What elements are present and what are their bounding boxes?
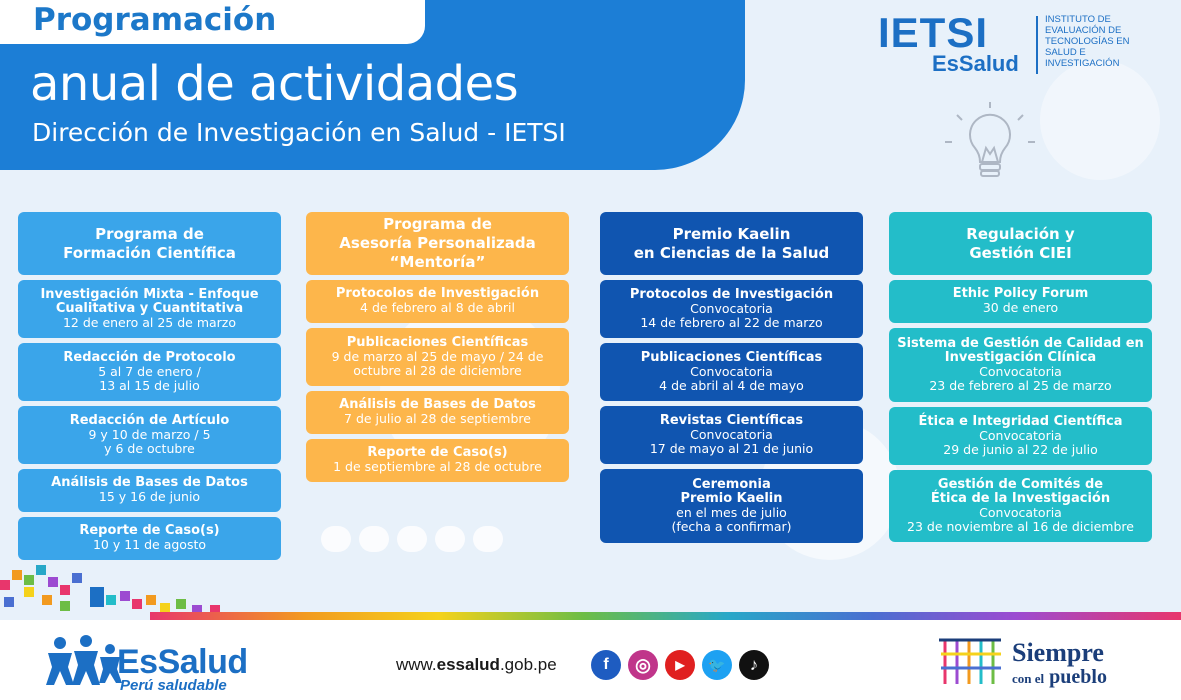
activity-subtitle: Convocatoria [979,363,1062,379]
pixel-pattern-decoration [0,555,260,620]
activity-dates: 23 de febrero al 25 de marzo [929,378,1112,393]
dot [435,526,465,552]
dot [359,526,389,552]
column-title-line: Asesoría Personalizada [339,234,536,252]
tiktok-icon[interactable]: ♪ [739,650,769,680]
column-title-line: Programa de [95,224,204,243]
activity-subtitle: en el mes de julio [676,504,787,520]
column-header [18,212,281,275]
activity-title: Reporte de Caso(s) [79,523,220,539]
activity-card [600,280,863,338]
activity-title: Análisis de Bases de Datos [339,397,536,413]
ietsi-logo-name: IETSI [878,9,989,56]
activity-dates: 17 de mayo al 21 de junio [649,441,814,456]
people-figures-icon [937,634,1007,690]
activity-title: Redacción de Protocolo [63,349,236,365]
activity-title: Reporte de Caso(s) [367,445,508,461]
column-title-line: Premio Kaelin [672,224,791,243]
activity-card [889,328,1152,402]
column-header [889,212,1152,275]
activity-title: Protocolos de Investigación [629,286,834,302]
activity-card [889,407,1152,465]
activity-card [600,469,863,543]
column-header [600,212,863,275]
activity-card [600,343,863,401]
activity-dates: 23 de noviembre al 16 de diciembre [907,519,1134,534]
activity-dates: 4 de abril al 4 de mayo [659,378,804,393]
ietsi-logo-org: EsSalud [932,51,1019,76]
activity-card [18,406,281,464]
column-title-line: en Ciencias de la Salud [633,243,830,262]
activity-dates: 10 y 11 de agosto [92,537,207,553]
column-premio-kaelin [600,212,863,543]
column-title-line: “Mentoría” [389,253,486,271]
color-stripe [150,612,1181,620]
lightbulb-icon [940,100,1040,200]
url-suffix: .gob.pe [499,655,557,674]
activity-dates: 15 y 16 de junio [98,489,201,505]
page-subtitle: anual de actividades [30,56,519,112]
url-prefix: www. [396,655,437,674]
essalud-tagline: Perú saludable [120,677,227,694]
column-title-line: Gestión CIEI [969,243,1072,262]
youtube-icon[interactable]: ▶ [665,650,695,680]
column-title-line: Programa de [383,215,492,233]
ietsi-logo-description: INSTITUTO DE EVALUACIÓN DE TECNOLOGÍAS EN SALUD E INVESTIGACIÓN [1045,14,1130,69]
dot [321,526,351,552]
activity-dates: 9 de marzo al 25 de mayo / 24 de octubre al 28 de diciembre [331,348,544,378]
activity-dates: 14 de febrero al 22 de marzo [640,315,823,330]
column-regulacion-ciei [889,212,1152,542]
activity-card [306,280,569,323]
website-link[interactable] [396,655,557,675]
activity-dates: 1 de septiembre al 28 de octubre [333,459,542,475]
instagram-icon[interactable]: ◎ [628,650,658,680]
activity-dates: 7 de julio al 28 de septiembre [344,411,531,427]
activity-card [18,517,281,560]
column-title-line: Formación Científica [63,243,236,262]
activity-title: Investigación Mixta - Enfoque Cualitativa y Cuantitativa [40,286,259,316]
activity-dates: 30 de enero [982,300,1059,316]
dot [397,526,427,552]
activity-dates: (fecha a confirmar) [671,519,792,534]
activity-card [18,469,281,512]
activity-subtitle: Convocatoria [690,363,773,379]
activity-card [889,470,1152,542]
slogan-big: pueblo [1049,666,1107,688]
url-domain: essalud [436,655,500,674]
column-title-line: Regulación y [966,224,1075,243]
logo-divider [1036,16,1038,74]
activity-title: Ceremonia Premio Kaelin [680,476,783,506]
slogan-small: con el [1012,671,1045,686]
activity-dates: 12 de enero al 25 de marzo [62,314,237,330]
slogan-line-2 [1012,666,1107,689]
social-links [591,650,769,680]
activity-dates: 4 de febrero al 8 de abril [360,300,515,316]
dot [473,526,503,552]
activity-title: Sistema de Gestión de Calidad en Investigación Clínica [897,335,1144,365]
activity-title: Ethic Policy Forum [952,286,1089,302]
header-title-box [0,0,425,44]
activity-title: Ética e Integridad Científica [918,413,1123,429]
activity-title: Análisis de Bases de Datos [51,475,248,491]
activity-title: Revistas Científicas [659,412,804,428]
page-subtitle-2: Dirección de Investigación en Salud - IETSI [32,118,566,147]
activity-title: Publicaciones Científicas [640,349,823,365]
column-formacion-cientifica [18,212,281,560]
column-asesoria-personalizada [306,212,569,482]
activity-title: Redacción de Artículo [69,412,230,428]
page-title: Programación [33,2,277,38]
activity-card [600,406,863,464]
activity-card [889,280,1152,323]
essalud-brand: EsSalud [117,643,248,681]
activity-card [306,391,569,434]
activity-title: Gestión de Comités de Ética de la Investigación [930,476,1111,506]
activity-title: Protocolos de Investigación [335,286,540,302]
slogan-line-1: Siempre [1012,638,1104,667]
activity-subtitle: Convocatoria [690,300,773,316]
activity-dates: 9 y 10 de marzo / 5 y 6 de octubre [88,426,211,456]
activity-subtitle: Convocatoria [690,426,773,442]
activity-card [18,343,281,401]
activity-card [18,280,281,338]
activity-subtitle: Convocatoria [979,427,1062,443]
activity-dates: 5 al 7 de enero / 13 al 15 de julio [98,363,201,393]
activity-subtitle: Convocatoria [979,504,1062,520]
facebook-icon[interactable]: f [591,650,621,680]
column-header [306,212,569,275]
activity-title: Publicaciones Científicas [346,334,529,350]
activity-card [306,439,569,482]
twitter-icon[interactable]: 🐦 [702,650,732,680]
activity-card [306,328,569,386]
decorative-dots [321,526,503,552]
activity-dates: 29 de junio al 22 de julio [943,442,1098,457]
